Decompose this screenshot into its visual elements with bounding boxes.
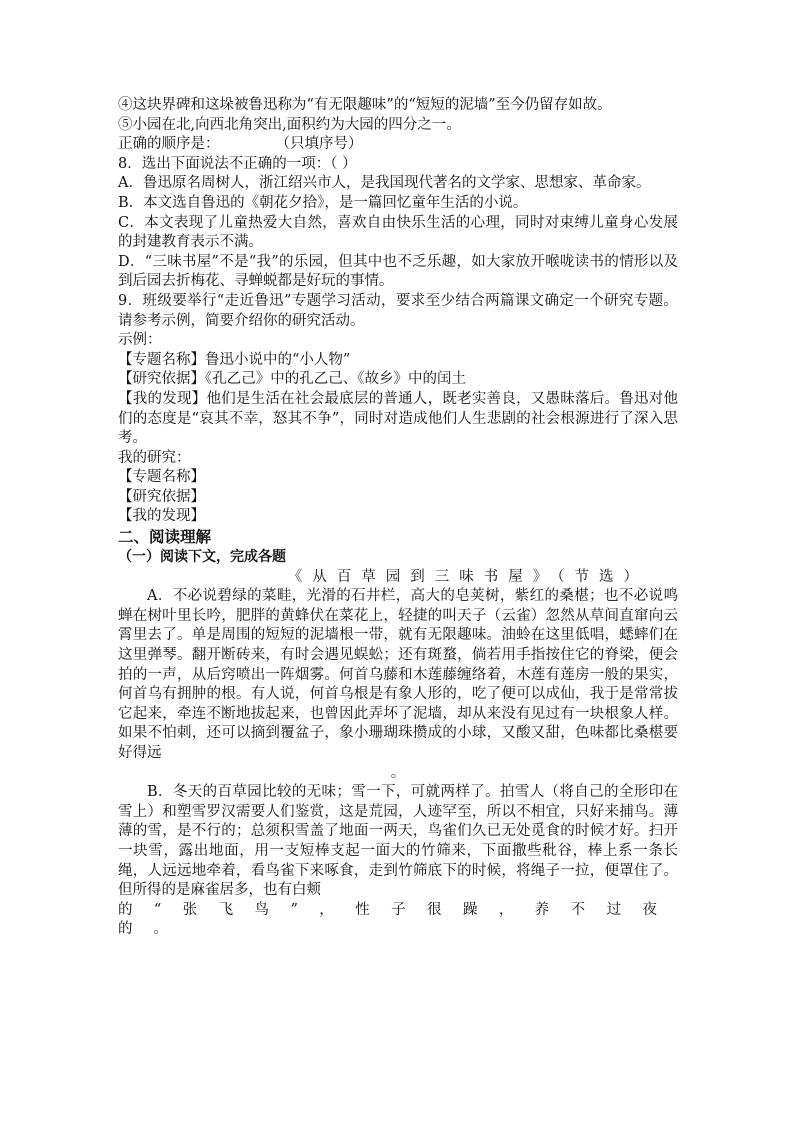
item-5: ⑤小园在北,向西北角突出,面积约为大园的四分之一。 xyxy=(118,116,461,133)
question-8-option-a: A．鲁迅原名周树人，浙江绍兴市人，是我国现代著名的文学家、思想家、革命家。 xyxy=(118,175,651,192)
order-label: 正确的顺序是： xyxy=(118,136,220,153)
question-8-option-c: C．本文表现了儿童热爱大自然，喜欢自由快乐生活的心理，同时对束缚儿童身心发展的封建教育表示不满。 xyxy=(118,214,678,251)
my-topic-field: 【专题名称】 xyxy=(118,469,205,486)
question-9: 9．班级要举行“走近鲁迅”专题学习活动，要求至少结合两篇课文确定一个研究专题。请参考示例，简要介绍你的研究活动。 xyxy=(118,292,678,329)
example-basis: 【研究依据】《孔乙己》中的孔乙己、《故乡》中的闰土 xyxy=(118,371,466,388)
question-8-option-d: D．“三味书屋”不是“我”的乐园，但其中也不乏乐趣，如大家放开喉咙读书的情形以及到后园去折梅花、寻蝉蜕都是好玩的事情。 xyxy=(118,253,678,290)
passage-paragraph-b-last-line: 的“张飞鸟”，性子很躁，养不过夜的。 xyxy=(118,901,678,938)
document-page xyxy=(118,96,678,940)
example-label: 示例： xyxy=(118,332,162,349)
order-line xyxy=(118,135,678,155)
passage-paragraph-b: B．冬天的百草园比较的无味；雪一下，可就两样了。拍雪人（将自己的全形印在雪上）和塑雪罗汉需要人们鉴赏，这是荒园，人迹罕至，所以不相宜，只好来捕鸟。薄薄的雪，是不行的；总须积雪盖了地面一两天，鸟雀们久已无处觅食的时候才好。扫开一块雪，露出地面，用一支短棒支起一面大的竹筛来，下面撒些秕谷，棒上系一条长绳，人远远地牵着，看鸟雀下来啄食，走到竹筛底下的时候，将绳子一拉，便罩住了。但所得的是麻雀居多，也有白颊 xyxy=(118,784,678,899)
passage-paragraph-a-end: 。 xyxy=(390,764,406,781)
question-8: 8．选出下面说法不正确的一项：（ ） xyxy=(118,155,357,172)
example-finding: 【我的发现】他们是生活在社会最底层的普通人，既老实善良，又愚昧落后。鲁迅对他们的态度是“哀其不幸，怒其不争”，同时对造成他们人生悲剧的社会根源进行了深入思考。 xyxy=(118,390,678,447)
section-heading: 二、阅读理解 xyxy=(118,528,212,547)
my-basis-field: 【研究依据】 xyxy=(118,488,205,505)
my-finding-field: 【我的发现】 xyxy=(118,508,205,525)
passage-paragraph-a: A．不必说碧绿的菜畦，光滑的石井栏，高大的皂荚树，紫红的桑椹；也不必说鸣蝉在树叶里长吟，肥胖的黄蜂伏在菜花上，轻捷的叫天子（云雀）忽然从草间直窜向云霄里去了。单是周围的短短的泥墙根一带，就有无限趣味。油蛉在这里低唱，蟋蟀们在这里弹琴。翻开断砖来，有时会遇见蜈蚣；还有斑蝥，倘若用手指按住它的脊梁，便会拍的一声，从后窍喷出一阵烟雾。何首乌藤和木莲藤缠络着，木莲有莲房一般的果实，何首乌有拥肿的根。有人说，何首乌根是有象人形的，吃了便可以成仙，我于是常常拔它起来，牵连不断地拔起来，也曾因此弄坏了泥墙，却从来没有见过有一块根象人样。如果不怕刺，还可以摘到覆盆子，象小珊瑚珠攒成的小球，又酸又甜，色味都比桑椹要好得远 xyxy=(118,588,678,761)
section-subheading: （一）阅读下文，完成各题 xyxy=(118,549,286,566)
item-4: ④这块界碑和这垛被鲁迅称为“有无限趣味”的“短短的泥墙”至今仍留存如故。 xyxy=(118,97,612,113)
question-8-option-b: B．本文选自鲁迅的《朝花夕拾》，是一篇回忆童年生活的小说。 xyxy=(118,194,528,211)
order-hint: （只填序号） xyxy=(275,136,363,153)
example-topic: 【专题名称】鲁迅小说中的“小人物” xyxy=(118,351,351,368)
my-research-label: 我的研究： xyxy=(118,449,191,466)
passage-title: 《从百草园到三味书屋》（节选） xyxy=(287,568,648,585)
